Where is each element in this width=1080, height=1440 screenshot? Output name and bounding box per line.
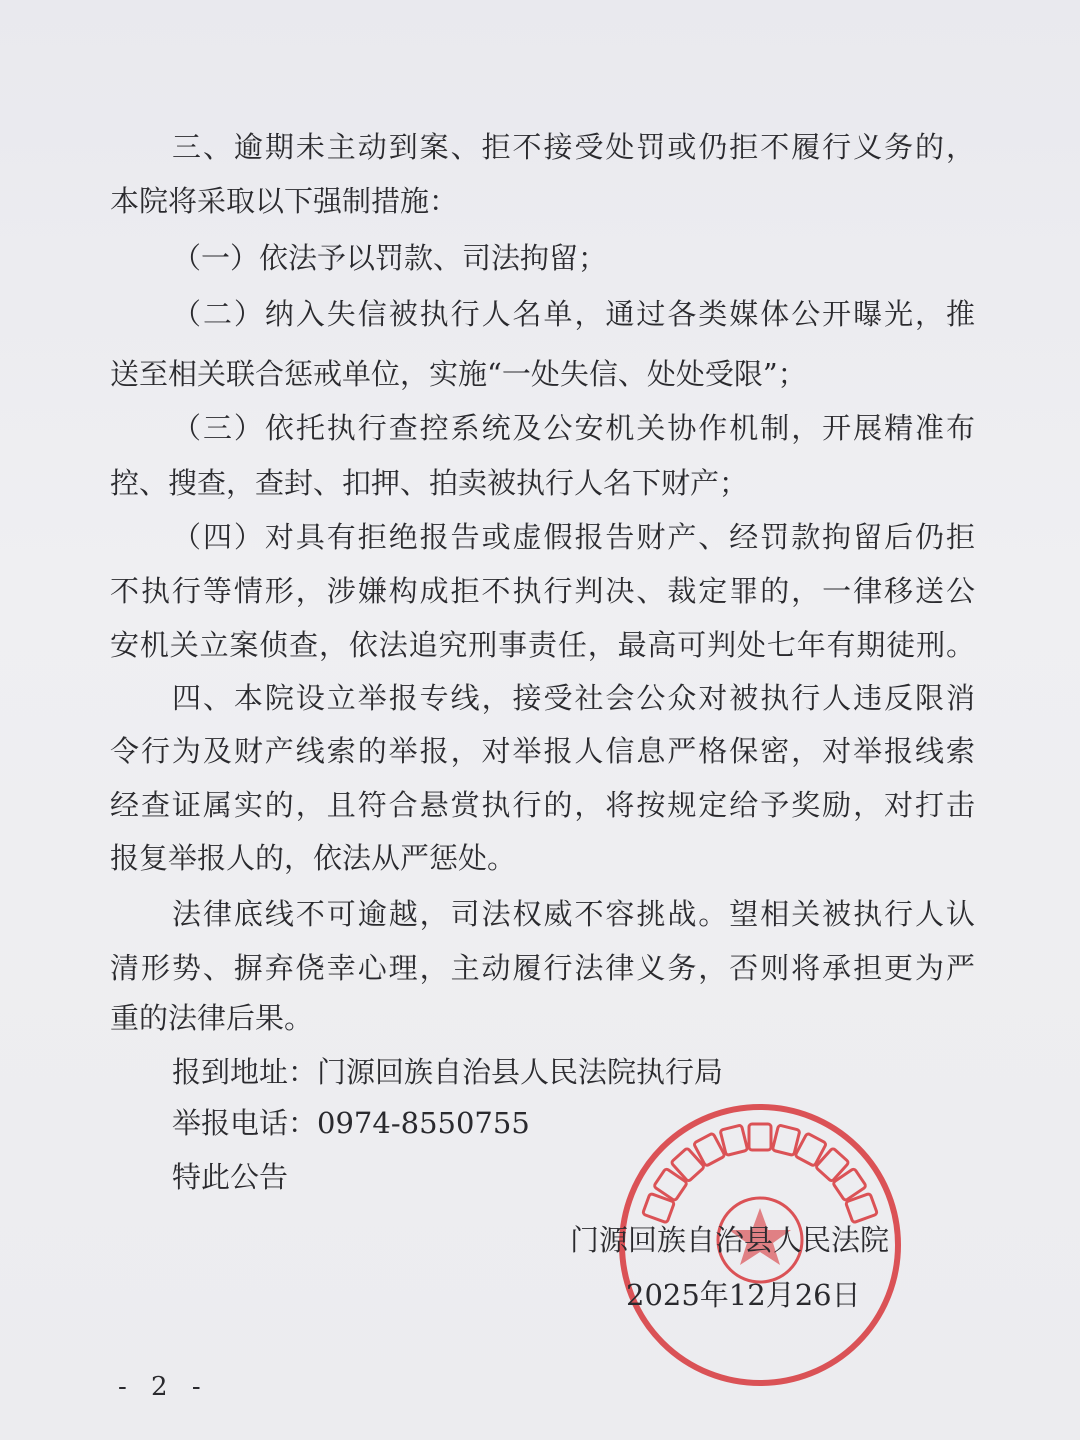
paragraph-line: 不执行等情形，涉嫌构成拒不执行判决、裁定罪的，一律移送公 [110, 574, 975, 608]
paragraph-line: 三、逾期未主动到案、拒不接受处罚或仍拒不履行义务的， [172, 130, 975, 164]
paragraph-line: 报复举报人的，依法从严惩处。 [110, 841, 517, 875]
paragraph-line: （四）对具有拒绝报告或虚假报告财产、经罚款拘留后仍拒 [172, 520, 975, 554]
paragraph-line: 安机关立案侦查，依法追究刑事责任，最高可判处七年有期徒刑。 [110, 628, 975, 662]
seal-character-mark [772, 1125, 800, 1156]
paragraph-line: 控、搜查，查封、扣押、拍卖被执行人名下财产； [110, 466, 749, 500]
address-value: 门源回族自治县人民法院执行局 [317, 1055, 724, 1089]
issue-date: 2025年12月26日 [626, 1278, 861, 1312]
closing-line: 特此公告 [172, 1160, 289, 1194]
phone-label: 举报电话： [172, 1106, 318, 1140]
seal-character-mark [720, 1125, 748, 1156]
paragraph-line: 法律底线不可逾越，司法权威不容挑战。望相关被执行人认 [172, 897, 975, 931]
paragraph-line: （二）纳入失信被执行人名单，通过各类媒体公开曝光，推 [172, 297, 975, 331]
issuer: 门源回族自治县人民法院 [570, 1223, 890, 1257]
paragraph-line: 经查证属实的，且符合悬赏执行的，将按规定给予奖励，对打击 [110, 788, 975, 822]
address-line [172, 1054, 723, 1090]
paragraph-line: （一）依法予以罚款、司法拘留； [172, 241, 608, 275]
page-number: - 2 - [118, 1372, 209, 1402]
phone-line [172, 1105, 530, 1141]
paragraph-line: （三）依托执行查控系统及公安机关协作机制，开展精准布 [172, 411, 975, 445]
phone-value: 0974-8550755 [317, 1106, 530, 1140]
paragraph-line: 令行为及财产线索的举报，对举报人信息严格保密，对举报线索 [110, 734, 975, 768]
address-label: 报到地址： [172, 1055, 318, 1089]
paragraph-line: 清形势、摒弃侥幸心理，主动履行法律义务，否则将承担更为严 [110, 951, 975, 985]
paragraph-line: 送至相关联合惩戒单位，实施“一处失信、处处受限”； [110, 357, 807, 391]
paragraph-line: 四、本院设立举报专线，接受社会公众对被执行人违反限消 [172, 681, 975, 715]
paragraph-line: 重的法律后果。 [110, 1001, 314, 1035]
seal-character-mark [749, 1124, 771, 1150]
paragraph-line: 本院将采取以下强制措施： [110, 184, 459, 218]
